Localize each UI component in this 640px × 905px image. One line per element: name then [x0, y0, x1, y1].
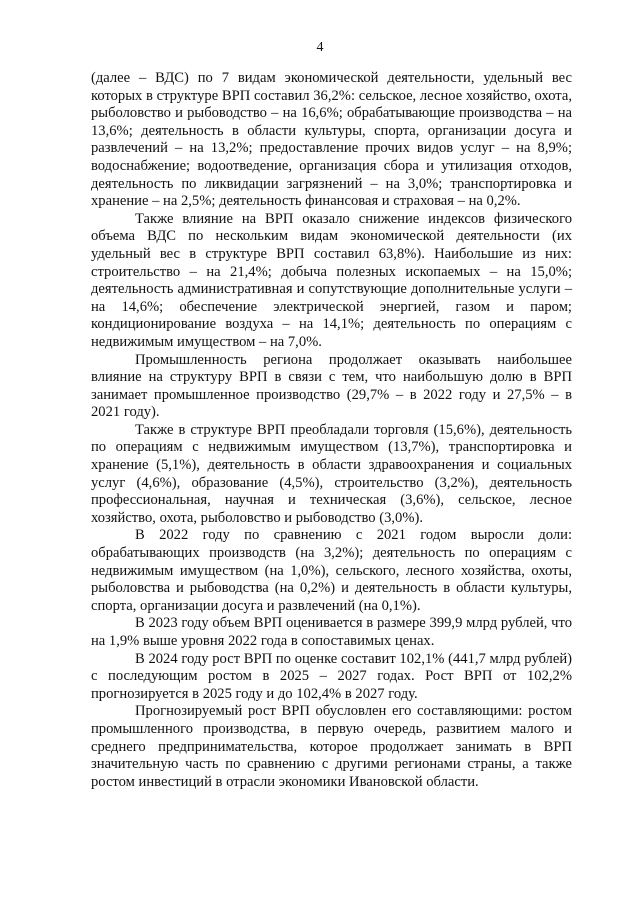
paragraph-2024-forecast: В 2024 году рост ВРП по оценке составит 102,1% (441,7 млрд рублей) с последующим ростом в 2025 – 2027 годах. Рост ВРП от 102,2% прогнозируется в 2025 году и до 102,4% в 2027 году. — [91, 650, 572, 702]
page-number: 4 — [316, 40, 324, 55]
paragraph-growth-drivers: Прогнозируемый рост ВРП обусловлен его составляющими: ростом промышленного производства, в первую очередь, развитием малого и среднего предпринимательства, которое продолжает занимать в ВРП значительную часть по сравнению с другими регионами страны, а также ростом инвестиций в отрасли экономики Ивановской области. — [91, 703, 572, 790]
paragraph-vds-decline: Также влияние на ВРП оказало снижение индексов физического объема ВДС по нескольким видам экономической деятельности (их удельный вес в структуре ВРП составил 63,8%). Наибольшие из них: строительство – на 21,4%; добыча полезных ископаемых – на 15,0%; деятельность административная и сопутствующие дополнительные услуги – на 14,6%; обеспечение электрической энергией, газом и паром; кондиционирование воздуха – на 14,1%; деятельность по операциям с недвижимым имуществом – на 7,0%. — [91, 210, 572, 350]
paragraph-industry-share: Промышленность региона продолжает оказывать наибольшее влияние на структуру ВРП в связи с тем, что наибольшую долю в ВРП занимает промышленное производство (29,7% – в 2022 году и 27,5% – в 2021 году). — [91, 351, 572, 421]
document-body — [91, 70, 572, 791]
paragraph-structure-dominant: Также в структуре ВРП преобладали торговля (15,6%), деятельность по операциям с недвижимым имуществом (13,7%), транспортировка и хранение (5,1%), деятельность в области здравоохранения и социальных услуг (4,6%), образование (4,5%), строительство (3,2%), деятельность профессиональная, научная и техническая (3,6%), сельское, лесное хозяйство, охота, рыболовство и рыбоводство (3,0%). — [91, 421, 572, 526]
paragraph-share-increase: В 2022 году по сравнению с 2021 годом выросли доли: обрабатывающих производств (на 3,2%); деятельность по операциям с недвижимым имуществом (на 1,0%), сельского, лесного хозяйства, охоты, рыболовства и рыбоводства (на 0,2%) и деятельность в области культуры, спорта, организации досуга и развлечений (на 0,1%). — [91, 527, 572, 614]
paragraph-vds-growth: (далее – ВДС) по 7 видам экономической деятельности, удельный вес которых в структуре ВРП составил 36,2%: сельское, лесное хозяйство, охота, рыболовство и рыбоводство – на 16,6%; обрабатывающие производства – на 13,6%; деятельность в области культуры, спорта, организации досуга и развлечений – на 13,2%; предоставление прочих видов услуг – на 8,9%; водоснабжение; водоотведение, организация сбора и утилизация отходов, деятельность по ликвидации загрязнений – на 3,0%; транспортировка и хранение – на 2,5%; деятельность финансовая и страховая – на 0,2%. — [91, 70, 572, 210]
paragraph-2023-estimate: В 2023 году объем ВРП оценивается в размере 399,9 млрд рублей, что на 1,9% выше уровня 2022 года в сопоставимых ценах. — [91, 615, 572, 649]
